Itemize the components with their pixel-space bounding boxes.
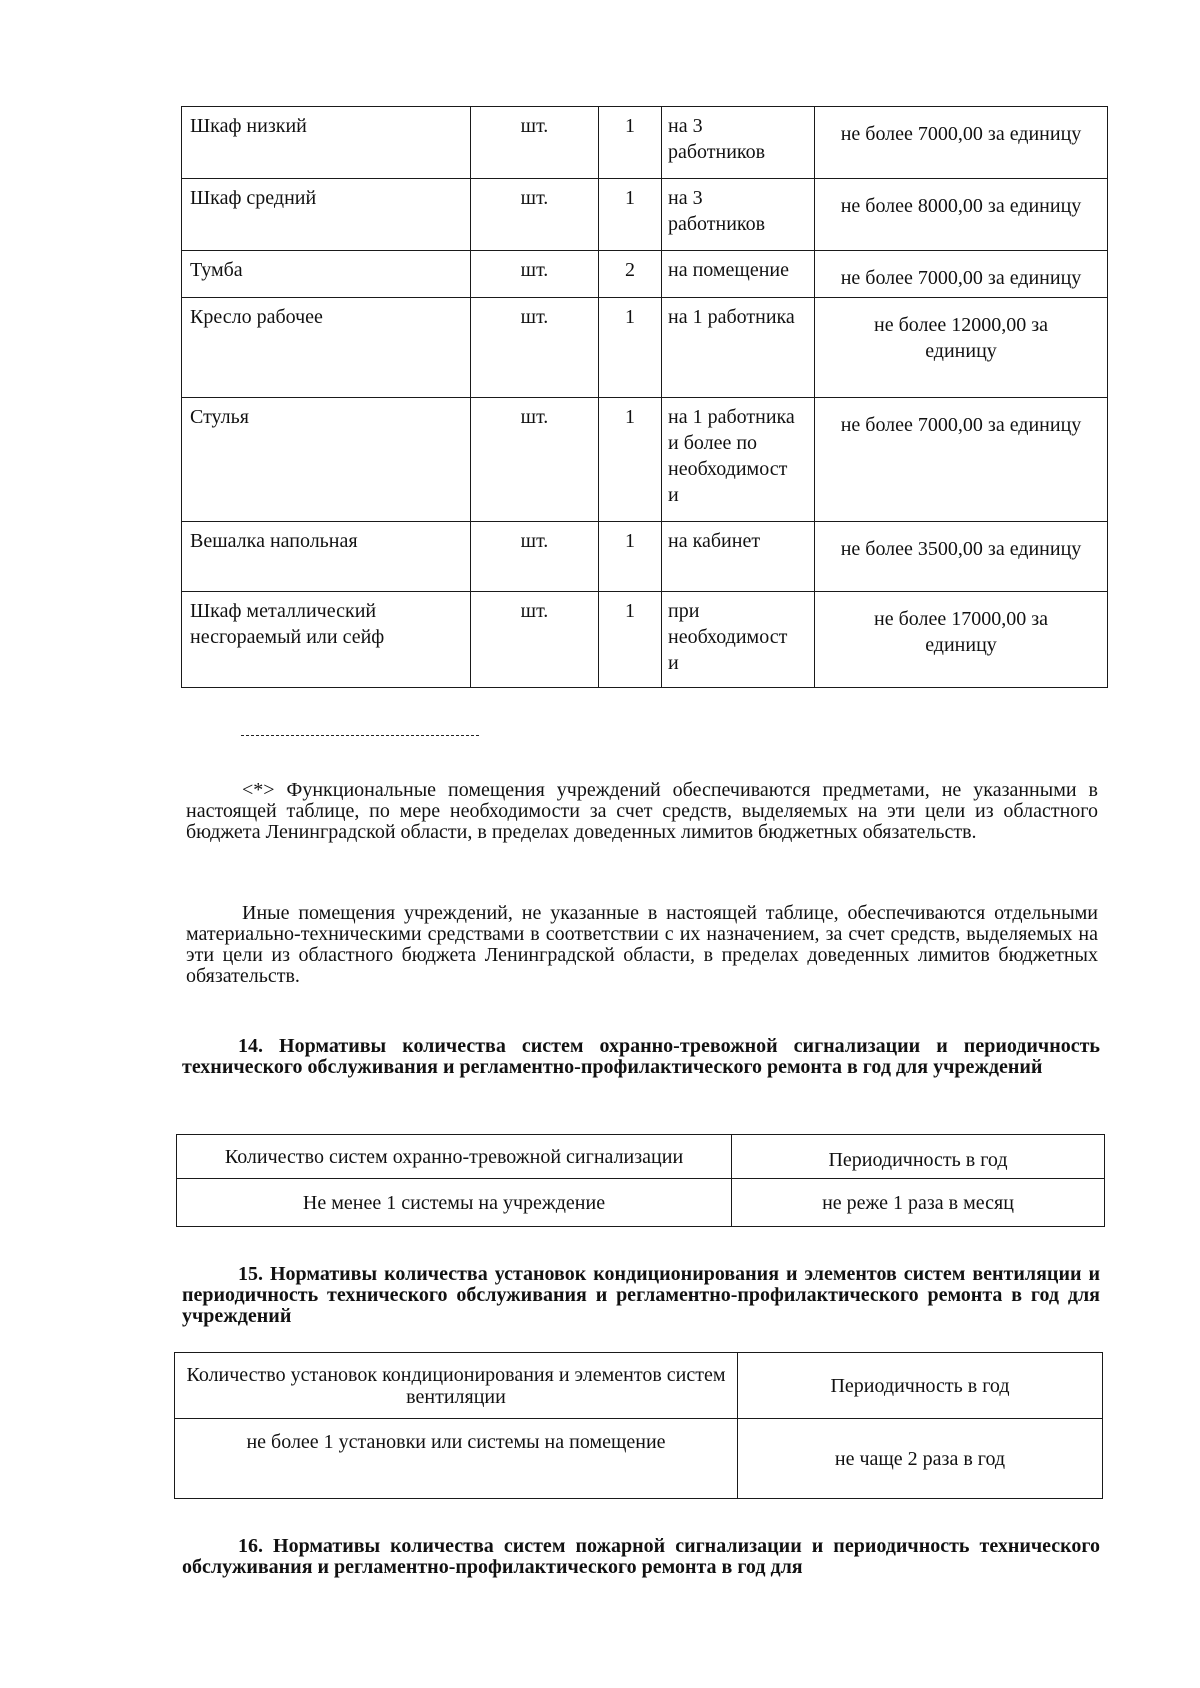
cell-name: Шкаф металлический несгораемый или сейф [182,592,471,688]
cell-qty: 1 [599,298,662,398]
table-header-row [175,1353,1103,1419]
cell-qty: 1 [599,107,662,179]
cell-name: Шкаф средний [182,179,471,251]
cell-unit: шт. [471,398,599,522]
cell-norm: на 1 работника [662,298,815,398]
cell-qty: 2 [599,251,662,298]
table-row [182,251,1108,298]
footnote-paragraph: <*> Функциональные помещения учреждений обеспечиваются предметами, не указанными в настоящей таблице, по мере необходимости за счет средств, выделяемых на эти цели из областного бюджета Ленинградской области, в пределах доведенных лимитов бюджетных обязательств. [186,779,1098,843]
header-cell-quantity: Количество систем охранно-тревожной сигнализации [177,1135,732,1179]
cell-norm: на кабинет [662,522,815,592]
cell-qty: 1 [599,398,662,522]
table-row [182,179,1108,251]
cell-price: не более 7000,00 за единицу [815,107,1108,179]
furniture-table-body [182,107,1108,688]
cell-norm: при необходимост и [662,592,815,688]
cell-name: Шкаф низкий [182,107,471,179]
table-row [182,107,1108,179]
cell-norm: на 1 работника и более по необходимост и [662,398,815,522]
cell-price: не более 8000,00 за единицу [815,179,1108,251]
cell-norm: на 3 работников [662,179,815,251]
cell-name: Стулья [182,398,471,522]
cell-unit: шт. [471,179,599,251]
table-row [177,1179,1105,1227]
cell-norm: на помещение [662,251,815,298]
furniture-norms-table [181,106,1108,688]
cell-unit: шт. [471,298,599,398]
section-15-table [174,1352,1103,1499]
cell-name: Тумба [182,251,471,298]
cell-name: Вешалка напольная [182,522,471,592]
cell-unit: шт. [471,251,599,298]
cell-qty: 1 [599,522,662,592]
cell-unit: шт. [471,107,599,179]
cell-qty: 1 [599,592,662,688]
header-cell-periodicity: Периодичность в год [738,1353,1103,1419]
cell-price: не более 7000,00 за единицу [815,251,1108,298]
section-16-heading: 16. Нормативы количества систем пожарной сигнализации и периодичность технического обслуживания и регламентно-профилактического ремонта в год для [182,1535,1100,1578]
section-14-table [176,1134,1105,1227]
cell-qty: 1 [599,179,662,251]
cell-price: не более 7000,00 за единицу [815,398,1108,522]
footnote-separator [241,735,479,736]
cell-periodicity: не чаще 2 раза в год [738,1419,1103,1499]
cell-quantity: Не менее 1 системы на учреждение [177,1179,732,1227]
cell-unit: шт. [471,592,599,688]
other-rooms-paragraph: Иные помещения учреждений, не указанные в настоящей таблице, обеспечиваются отдельными материально-техническими средствами в соответствии с их назначением, за счет средств, выделяемых на эти цели из областного бюджета Ленинградской области, в пределах доведенных лимитов бюджетных обязательств. [186,902,1098,987]
section-14-heading: 14. Нормативы количества систем охранно-тревожной сигнализации и периодичность технического обслуживания и регламентно-профилактического ремонта в год для учреждений [182,1035,1100,1078]
cell-norm: на 3 работников [662,107,815,179]
table-row [182,398,1108,522]
cell-price: не более 12000,00 за единицу [815,298,1108,398]
table-row [182,298,1108,398]
table-row [175,1419,1103,1499]
cell-price: не более 17000,00 за единицу [815,592,1108,688]
cell-periodicity: не реже 1 раза в месяц [732,1179,1105,1227]
cell-price: не более 3500,00 за единицу [815,522,1108,592]
table-row [182,522,1108,592]
table-row [182,592,1108,688]
cell-unit: шт. [471,522,599,592]
section-15-heading: 15. Нормативы количества установок кондиционирования и элементов систем вентиляции и периодичность технического обслуживания и регламентно-профилактического ремонта в год для учреждений [182,1263,1100,1327]
header-cell-quantity: Количество установок кондиционирования и элементов систем вентиляции [175,1353,738,1419]
cell-name: Кресло рабочее [182,298,471,398]
table-header-row [177,1135,1105,1179]
header-cell-periodicity: Периодичность в год [732,1135,1105,1179]
cell-quantity: не более 1 установки или системы на помещение [175,1419,738,1499]
